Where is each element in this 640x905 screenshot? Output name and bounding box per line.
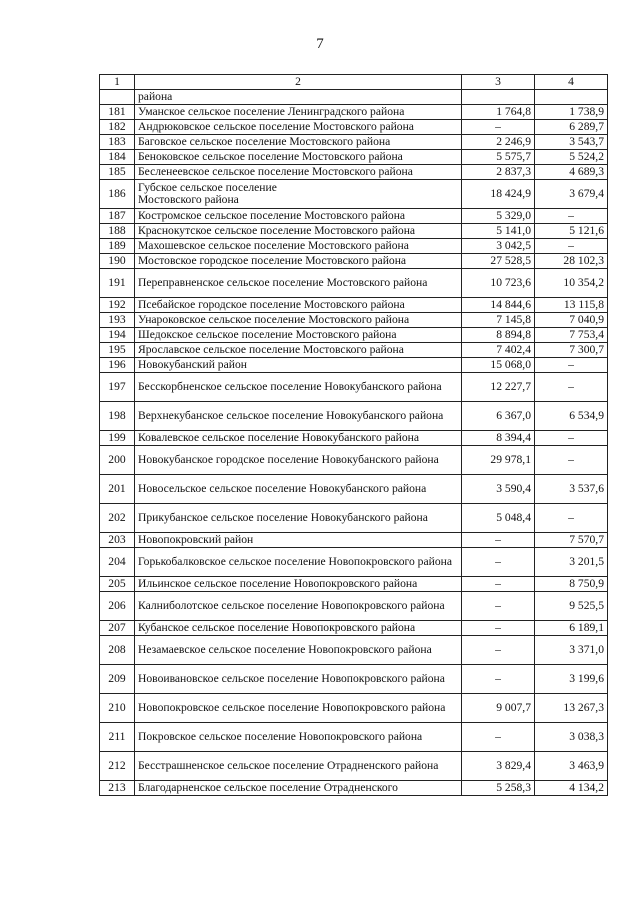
row-value-col3: 18 424,9 bbox=[462, 180, 535, 209]
table-row bbox=[100, 328, 608, 343]
table-row bbox=[100, 533, 608, 548]
row-value-col3: 5 141,0 bbox=[462, 224, 535, 239]
row-number: 201 bbox=[100, 475, 135, 504]
header-col-4: 4 bbox=[535, 75, 608, 90]
row-value-col4: 7 753,4 bbox=[535, 328, 608, 343]
row-number: 194 bbox=[100, 328, 135, 343]
row-value-col4: – bbox=[535, 373, 608, 402]
row-value-col4: – bbox=[535, 431, 608, 446]
row-value-col4: 3 537,6 bbox=[535, 475, 608, 504]
row-name: Мостовское городское поселение Мостовского района bbox=[135, 254, 462, 269]
row-name: Унароковское сельское поселение Мостовского района bbox=[135, 313, 462, 328]
row-value-col4: 7 570,7 bbox=[535, 533, 608, 548]
table-row bbox=[100, 781, 608, 796]
row-value-col4: 6 534,9 bbox=[535, 402, 608, 431]
row-number: 187 bbox=[100, 209, 135, 224]
row-value-col3: 15 068,0 bbox=[462, 358, 535, 373]
row-name: Новокубанское городское поселение Новокубанского района bbox=[135, 446, 462, 475]
row-number: 198 bbox=[100, 402, 135, 431]
table-row bbox=[100, 621, 608, 636]
table-row bbox=[100, 373, 608, 402]
row-number: 190 bbox=[100, 254, 135, 269]
row-name: Переправненское сельское поселение Мостовского района bbox=[135, 269, 462, 298]
row-name: Новокубанский район bbox=[135, 358, 462, 373]
row-name: Ильинское сельское поселение Новопокровского района bbox=[135, 577, 462, 592]
row-value-col3: 8 894,8 bbox=[462, 328, 535, 343]
row-value-col4: 1 738,9 bbox=[535, 105, 608, 120]
row-value-col4: 3 038,3 bbox=[535, 723, 608, 752]
row-value-col3: – bbox=[462, 636, 535, 665]
table-row bbox=[100, 343, 608, 358]
row-number: 199 bbox=[100, 431, 135, 446]
row-number: 203 bbox=[100, 533, 135, 548]
row-value-col4: – bbox=[535, 239, 608, 254]
table-row bbox=[100, 209, 608, 224]
row-value-col3: – bbox=[462, 533, 535, 548]
budget-table bbox=[99, 74, 608, 796]
row-value-col4: 3 463,9 bbox=[535, 752, 608, 781]
row-name: Краснокутское сельское поселение Мостовского района bbox=[135, 224, 462, 239]
table-row bbox=[100, 402, 608, 431]
row-value-col3: 7 402,4 bbox=[462, 343, 535, 358]
row-value-col4: 13 115,8 bbox=[535, 298, 608, 313]
row-name: Шедокское сельское поселение Мостовского района bbox=[135, 328, 462, 343]
table-row bbox=[100, 446, 608, 475]
row-value-col4: – bbox=[535, 446, 608, 475]
row-name: Новопокровское сельское поселение Новопокровского района bbox=[135, 694, 462, 723]
row-value-col3: 14 844,6 bbox=[462, 298, 535, 313]
row-name: Костромское сельское поселение Мостовского района bbox=[135, 209, 462, 224]
row-value-col3: 5 258,3 bbox=[462, 781, 535, 796]
row-name: Незамаевское сельское поселение Новопокровского района bbox=[135, 636, 462, 665]
table-row bbox=[100, 694, 608, 723]
row-name: Бесскорбненское сельское поселение Новокубанского района bbox=[135, 373, 462, 402]
row-value-col3: – bbox=[462, 548, 535, 577]
row-value-col4: 4 134,2 bbox=[535, 781, 608, 796]
row-value-col3: 6 367,0 bbox=[462, 402, 535, 431]
row-number: 181 bbox=[100, 105, 135, 120]
row-number: 184 bbox=[100, 150, 135, 165]
row-value-col3: 5 575,7 bbox=[462, 150, 535, 165]
row-name: Уманское сельское поселение Ленинградского района bbox=[135, 105, 462, 120]
row-number: 206 bbox=[100, 592, 135, 621]
row-value-col3: – bbox=[462, 665, 535, 694]
row-value-col3: 27 528,5 bbox=[462, 254, 535, 269]
row-number: 196 bbox=[100, 358, 135, 373]
row-number: 183 bbox=[100, 135, 135, 150]
row-number: 189 bbox=[100, 239, 135, 254]
row-value-col3: 2 837,3 bbox=[462, 165, 535, 180]
row-value-col3: 8 394,4 bbox=[462, 431, 535, 446]
row-value-col3: 9 007,7 bbox=[462, 694, 535, 723]
table-row bbox=[100, 358, 608, 373]
row-value-col4: 6 289,7 bbox=[535, 120, 608, 135]
row-value-col4: 3 543,7 bbox=[535, 135, 608, 150]
row-name: Верхнекубанское сельское поселение Новокубанского района bbox=[135, 402, 462, 431]
row-value-col3: – bbox=[462, 723, 535, 752]
table-row bbox=[100, 120, 608, 135]
table-row bbox=[100, 239, 608, 254]
row-number: 185 bbox=[100, 165, 135, 180]
row-value-col3: – bbox=[462, 120, 535, 135]
header-col-3: 3 bbox=[462, 75, 535, 90]
row-name: Новоивановское сельское поселение Новопокровского района bbox=[135, 665, 462, 694]
row-number: 205 bbox=[100, 577, 135, 592]
table-row bbox=[100, 475, 608, 504]
row-value-col3: 3 042,5 bbox=[462, 239, 535, 254]
row-number: 191 bbox=[100, 269, 135, 298]
continuation-row bbox=[100, 90, 608, 105]
row-value-col3: 7 145,8 bbox=[462, 313, 535, 328]
row-name: Калниболотское сельское поселение Новопокровского района bbox=[135, 592, 462, 621]
row-value-col4: 3 679,4 bbox=[535, 180, 608, 209]
table-row bbox=[100, 548, 608, 577]
row-name: Бесстрашненское сельское поселение Отрадненского района bbox=[135, 752, 462, 781]
table-row bbox=[100, 105, 608, 120]
row-number: 207 bbox=[100, 621, 135, 636]
row-number: 211 bbox=[100, 723, 135, 752]
page-number: 7 bbox=[316, 36, 324, 52]
row-number: 193 bbox=[100, 313, 135, 328]
row-number: 210 bbox=[100, 694, 135, 723]
row-value-col4: 9 525,5 bbox=[535, 592, 608, 621]
row-value-col4: 5 524,2 bbox=[535, 150, 608, 165]
row-name: Ярославское сельское поселение Мостовского района bbox=[135, 343, 462, 358]
row-value-col3: 2 246,9 bbox=[462, 135, 535, 150]
row-value-col3: – bbox=[462, 592, 535, 621]
table-header-row bbox=[100, 75, 608, 90]
row-number: 186 bbox=[100, 180, 135, 209]
row-number: 182 bbox=[100, 120, 135, 135]
table-row bbox=[100, 636, 608, 665]
row-name: Прикубанское сельское поселение Новокубанского района bbox=[135, 504, 462, 533]
row-value-col4: 7 300,7 bbox=[535, 343, 608, 358]
row-number: 204 bbox=[100, 548, 135, 577]
row-value-col4: 6 189,1 bbox=[535, 621, 608, 636]
table-row bbox=[100, 269, 608, 298]
row-value-col3: 1 764,8 bbox=[462, 105, 535, 120]
row-name: Махошевское сельское поселение Мостовского района bbox=[135, 239, 462, 254]
row-value-col4: – bbox=[535, 358, 608, 373]
row-number: 213 bbox=[100, 781, 135, 796]
row-value-col3: – bbox=[462, 621, 535, 636]
header-col-2: 2 bbox=[135, 75, 462, 90]
table-row bbox=[100, 135, 608, 150]
row-number: 188 bbox=[100, 224, 135, 239]
row-name: Новосельское сельское поселение Новокубанского района bbox=[135, 475, 462, 504]
row-value-col4: 13 267,3 bbox=[535, 694, 608, 723]
table-row bbox=[100, 150, 608, 165]
row-value-col4: 3 199,6 bbox=[535, 665, 608, 694]
row-number: 195 bbox=[100, 343, 135, 358]
row-name: Губское сельское поселение Мостовского района bbox=[135, 180, 462, 209]
row-value-col3: 3 590,4 bbox=[462, 475, 535, 504]
row-value-col4: 28 102,3 bbox=[535, 254, 608, 269]
table-row bbox=[100, 577, 608, 592]
row-number: 200 bbox=[100, 446, 135, 475]
row-value-col4: 4 689,3 bbox=[535, 165, 608, 180]
row-value-col3: 3 829,4 bbox=[462, 752, 535, 781]
row-name: Новопокровский район bbox=[135, 533, 462, 548]
table-row bbox=[100, 665, 608, 694]
row-name: Андрюковское сельское поселение Мостовского района bbox=[135, 120, 462, 135]
row-value-col4: 7 040,9 bbox=[535, 313, 608, 328]
row-number: 192 bbox=[100, 298, 135, 313]
row-name: Псебайское городское поселение Мостовского района bbox=[135, 298, 462, 313]
row-value-col4: 10 354,2 bbox=[535, 269, 608, 298]
table-row bbox=[100, 313, 608, 328]
row-value-col3: 29 978,1 bbox=[462, 446, 535, 475]
row-value-col3: 5 048,4 bbox=[462, 504, 535, 533]
header-col-1: 1 bbox=[100, 75, 135, 90]
row-number: 212 bbox=[100, 752, 135, 781]
row-name: Кубанское сельское поселение Новопокровского района bbox=[135, 621, 462, 636]
row-value-col4: 5 121,6 bbox=[535, 224, 608, 239]
row-value-col4: 3 371,0 bbox=[535, 636, 608, 665]
table-row bbox=[100, 592, 608, 621]
table-row bbox=[100, 180, 608, 209]
row-name: Горькобалковское сельское поселение Новопокровского района bbox=[135, 548, 462, 577]
table-row bbox=[100, 752, 608, 781]
row-value-col3: 5 329,0 bbox=[462, 209, 535, 224]
row-number: 197 bbox=[100, 373, 135, 402]
row-value-col4: – bbox=[535, 209, 608, 224]
table-row bbox=[100, 298, 608, 313]
row-name: Покровское сельское поселение Новопокровского района bbox=[135, 723, 462, 752]
row-value-col3: 10 723,6 bbox=[462, 269, 535, 298]
table-row bbox=[100, 431, 608, 446]
row-value-col3: – bbox=[462, 577, 535, 592]
table-row bbox=[100, 723, 608, 752]
row-number: 209 bbox=[100, 665, 135, 694]
row-value-col3: 12 227,7 bbox=[462, 373, 535, 402]
row-name: Беслeнеевское сельское поселение Мостовского района bbox=[135, 165, 462, 180]
table-row bbox=[100, 254, 608, 269]
table-row bbox=[100, 224, 608, 239]
table-row bbox=[100, 504, 608, 533]
continuation-text: района bbox=[135, 90, 462, 105]
row-name: Беноковское сельское поселение Мостовского района bbox=[135, 150, 462, 165]
table-row bbox=[100, 165, 608, 180]
row-name: Ковалевское сельское поселение Новокубанского района bbox=[135, 431, 462, 446]
row-value-col4: 8 750,9 bbox=[535, 577, 608, 592]
row-number: 202 bbox=[100, 504, 135, 533]
row-name: Благодарненское сельское поселение Отрадненского bbox=[135, 781, 462, 796]
row-number: 208 bbox=[100, 636, 135, 665]
row-value-col4: 3 201,5 bbox=[535, 548, 608, 577]
row-name: Баговское сельское поселение Мостовского района bbox=[135, 135, 462, 150]
row-value-col4: – bbox=[535, 504, 608, 533]
